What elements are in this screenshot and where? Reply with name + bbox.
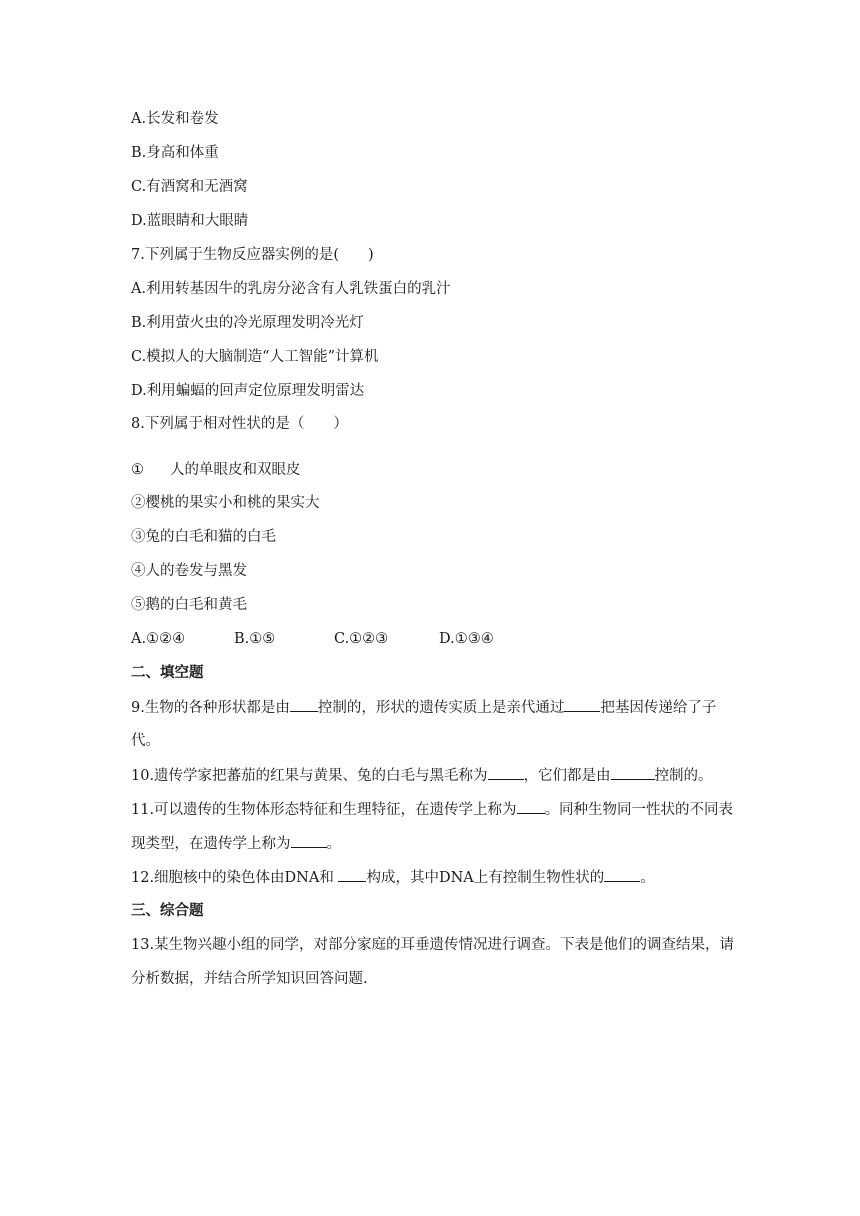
q9-text-3: 把基因传递给了子: [600, 700, 717, 716]
q8-item-2: ②樱桃的果实小和桃的果实大: [131, 495, 320, 511]
q11-blank-2: [291, 833, 327, 848]
q11-text-3: 现类型，在遗传学上称为: [131, 836, 291, 852]
q8-item-4: ④人的卷发与黑发: [131, 563, 247, 579]
q11-line-2: [131, 833, 341, 854]
q8-item-3: ③兔的白毛和猫的白毛: [131, 529, 276, 545]
q10-text-2: ，它们都是由: [523, 768, 611, 784]
q8-option-d: D.①③④: [439, 631, 494, 647]
q13-line-1: 13.某生物兴趣小组的同学，对部分家庭的耳垂遗传情况进行调查。下表是他们的调查结果，请: [131, 937, 735, 953]
q11-text-1: 11.可以遗传的生物体形态特征和生理特征，在遗传学上称为: [131, 802, 517, 818]
q7-option-d: D.利用蝙蝠的回声定位原理发明雷达: [131, 383, 365, 399]
q8-options: [131, 629, 494, 649]
q8-option-b: B.①⑤: [234, 631, 276, 647]
q11-text-2: 。同种生物同一性状的不同表: [544, 802, 734, 818]
q7-option-a: A.利用转基因牛的乳房分泌含有人乳铁蛋白的乳汁: [131, 281, 451, 297]
q11-line-1: [131, 799, 733, 820]
q8-item-1: [131, 460, 301, 480]
q7-option-c: C.模拟人的大脑制造“人工智能”计算机: [131, 349, 379, 365]
q8-item-1-text: 人的单眼皮和双眼皮: [170, 462, 301, 478]
q6-option-b: B.身高和体重: [131, 145, 219, 161]
q9-blank-2: [564, 697, 600, 712]
q8-option-c: C.①②③: [334, 631, 389, 647]
q11-blank-1: [517, 799, 545, 814]
q8-item-1-number: ①: [131, 462, 144, 478]
q10-line: [131, 765, 713, 786]
q9-text-1: 9.生物的各种形状都是由: [131, 700, 290, 716]
q9-text-2: 控制的，形状的遗传实质上是亲代通过: [317, 700, 565, 716]
q10-blank-1: [488, 765, 524, 780]
q12-text-2: 构成，其中DNA上有控制生物性状的: [366, 870, 605, 886]
section-2-title: 二、填空题: [131, 665, 204, 681]
q8-item-5: ⑤鹅的白毛和黄毛: [131, 597, 247, 613]
q9-blank-1: [290, 697, 318, 712]
q12-blank-2: [604, 867, 640, 882]
q7-option-b: B.利用萤火虫的冷光原理发明冷光灯: [131, 315, 364, 331]
q6-option-d: D.蓝眼睛和大眼睛: [131, 213, 249, 229]
q9-line-2: 代。: [131, 733, 160, 749]
q7-stem: 7.下列属于生物反应器实例的是( ): [131, 247, 374, 263]
q13-line-2: 分析数据，并结合所学知识回答问题.: [131, 971, 368, 987]
q12-line: [131, 867, 655, 888]
q9-line-1: [131, 697, 716, 718]
q8-stem: 8.下列属于相对性状的是（ ）: [131, 416, 348, 432]
q10-text-3: 控制的。: [654, 768, 713, 784]
q6-option-a: A.长发和卷发: [131, 111, 219, 127]
section-3-title: 三、综合题: [131, 903, 204, 919]
q12-text-1: 12.细胞核中的染色体由DNA和: [131, 870, 339, 886]
q11-text-4: 。: [326, 836, 341, 852]
q8-option-a: A.①②④: [131, 631, 186, 647]
q10-text-1: 10.遗传学家把蕃茄的红果与黄果、兔的白毛与黑毛称为: [131, 768, 488, 784]
q6-option-c: C.有酒窝和无酒窝: [131, 179, 248, 195]
q10-blank-2: [611, 765, 655, 780]
q12-text-3: 。: [640, 870, 655, 886]
q12-blank-1: [338, 867, 366, 882]
